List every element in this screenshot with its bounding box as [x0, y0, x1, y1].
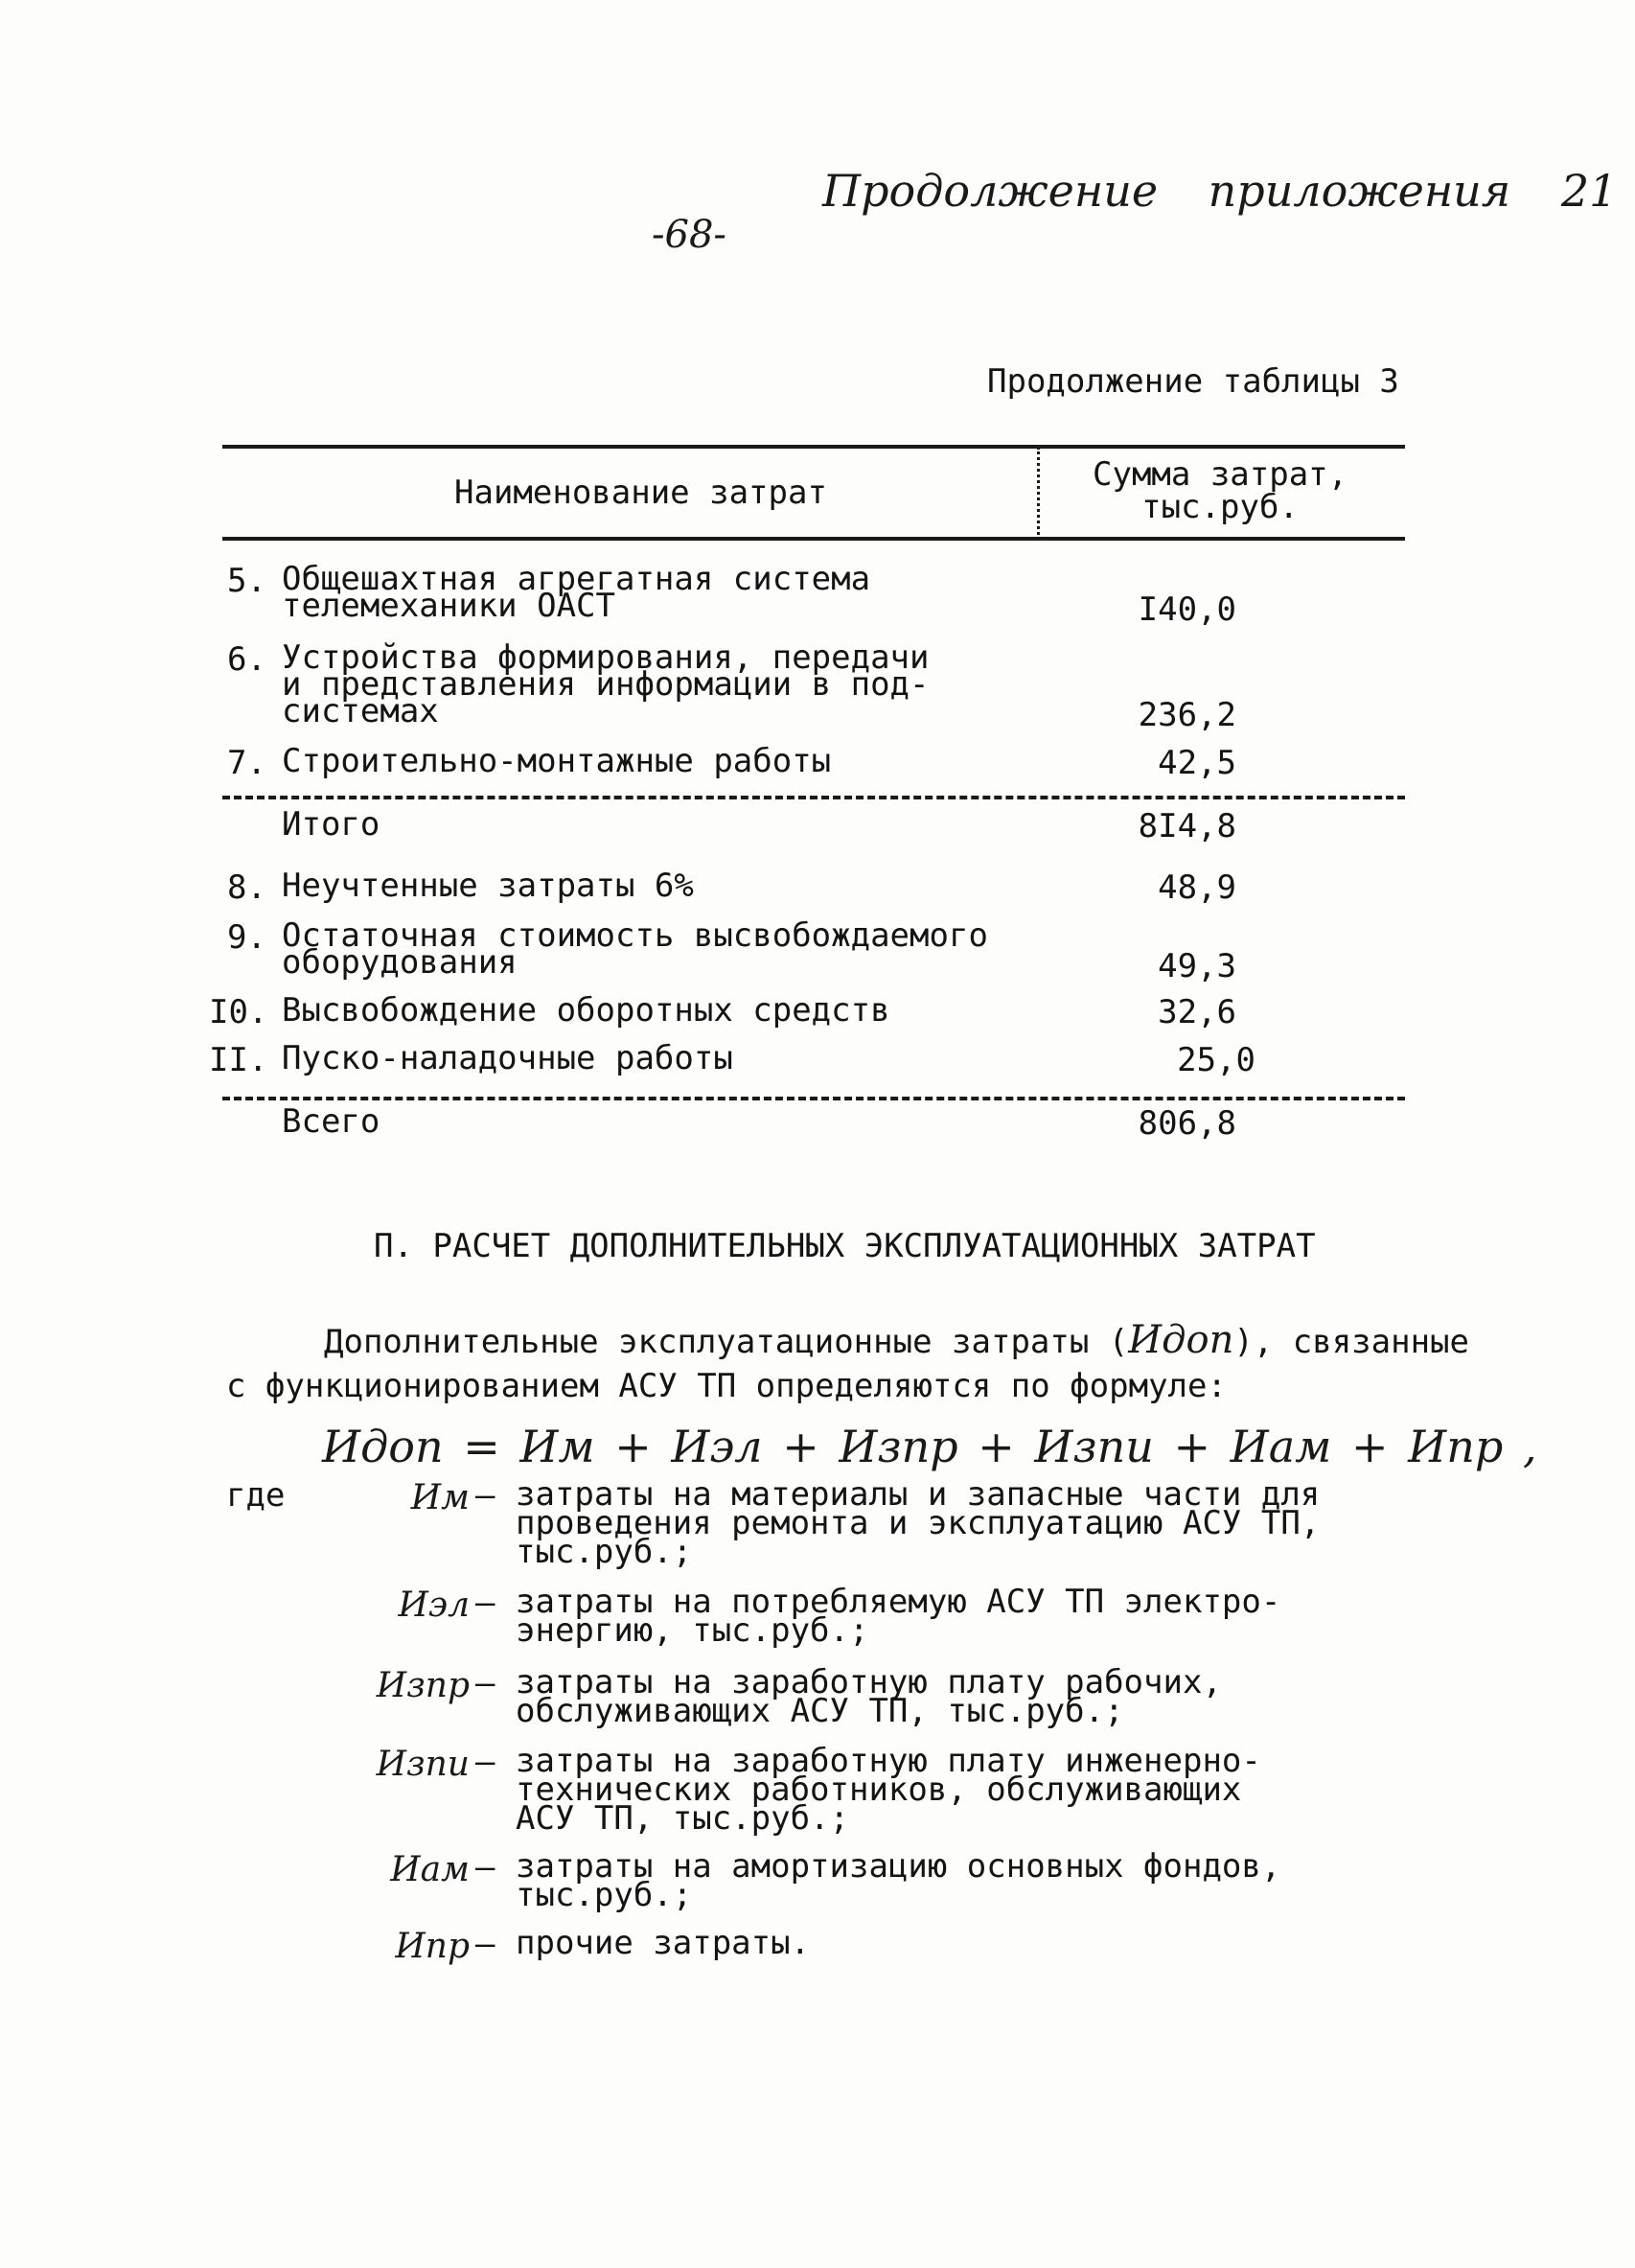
row-label: Общешахтная агрегатная система телемеханики ОАСТ — [282, 560, 871, 625]
row-number: 8. — [227, 868, 266, 907]
row-value: 236,2 — [1138, 696, 1236, 734]
intro-symbol: Идоп — [1128, 1318, 1234, 1362]
where-label: где — [226, 1476, 286, 1515]
definition-text: затраты на материалы и запасные части для проведения ремонта и эксплуатацию АСУ ТП, тыс.руб.; — [516, 1475, 1321, 1571]
definition-dash: – — [475, 1743, 495, 1781]
subtotal-value: 8I4,8 — [1138, 807, 1236, 845]
definition-text: затраты на заработную плату рабочих, обслуживающих АСУ ТП, тыс.руб.; — [516, 1663, 1222, 1730]
row-value: 25,0 — [1177, 1041, 1255, 1079]
definition-symbol: Изпи — [376, 1745, 470, 1784]
definition-symbol: Иэл — [398, 1585, 470, 1625]
section-title: П. РАСЧЕТ ДОПОЛНИТЕЛЬНЫХ ЭКСПЛУАТАЦИОННЫХ ЗАТРАТ — [374, 1227, 1316, 1265]
row-number: 9. — [227, 918, 266, 957]
definition-text: затраты на потребляемую АСУ ТП электро- энергию, тыс.руб.; — [516, 1583, 1281, 1650]
row-label: Строительно-монтажные работы — [282, 742, 832, 780]
dashed-separator — [222, 1097, 1405, 1100]
row-number: 6. — [227, 640, 266, 679]
table-caption: Продолжение таблицы 3 — [987, 362, 1399, 401]
row-number: 7. — [227, 744, 266, 782]
row-value: 42,5 — [1158, 744, 1236, 782]
definition-text: прочие затраты. — [516, 1924, 811, 1962]
intro-text-b: ), связанные — [1233, 1323, 1469, 1361]
row-label: Неучтенные затраты 6% — [282, 867, 694, 905]
definition-dash: – — [475, 1664, 495, 1702]
subtotal-label: Итого — [282, 805, 380, 844]
definition-text: затраты на заработную плату инженерно- технических работников, обслуживающих АСУ ТП, тыс.руб.; — [516, 1742, 1261, 1838]
page-number: -68- — [652, 213, 726, 257]
dashed-separator — [222, 796, 1405, 799]
definition-symbol: Ипр — [395, 1927, 470, 1966]
column-header-sum: Сумма затрат, тыс.руб. — [1093, 455, 1348, 526]
intro-paragraph-line-2: с функционированием АСУ ТП определяются по формуле: — [226, 1367, 1227, 1405]
definition-dash: – — [475, 1848, 495, 1886]
row-value: 49,3 — [1158, 947, 1236, 985]
intro-paragraph-line-1 — [324, 1318, 1469, 1362]
row-value: 32,6 — [1158, 993, 1236, 1031]
table-top-rule — [222, 445, 1405, 449]
row-number: II. — [209, 1041, 268, 1079]
row-label: Устройства формирования, передачи и представления информации в под- системах — [282, 638, 930, 730]
definition-symbol: Иам — [390, 1850, 470, 1889]
row-number: I0. — [209, 993, 268, 1031]
row-number: 5. — [227, 562, 266, 600]
total-label: Всего — [282, 1102, 380, 1141]
row-label: Высвобождение оборотных средств — [282, 991, 890, 1030]
formula: Идоп = Им + Иэл + Изпр + Изпи + Иам + Ипр , — [322, 1421, 1537, 1472]
appendix-continuation-note: Продолжение приложения 21 — [822, 165, 1618, 217]
total-value: 806,8 — [1138, 1104, 1236, 1143]
row-value: 48,9 — [1158, 868, 1236, 907]
definition-text: затраты на амортизацию основных фондов, тыс.руб.; — [516, 1847, 1281, 1914]
definition-symbol: Им — [410, 1478, 470, 1517]
row-value: I40,0 — [1138, 590, 1236, 629]
definition-dash: – — [475, 1476, 495, 1515]
table-header-rule — [222, 537, 1405, 541]
definition-dash: – — [475, 1925, 495, 1963]
column-header-name: Наименование затрат — [454, 474, 827, 512]
header-column-divider — [1037, 447, 1040, 535]
definition-dash: – — [475, 1584, 495, 1622]
intro-text-a: Дополнительные эксплуатационные затраты ( — [324, 1323, 1129, 1361]
row-label: Остаточная стоимость высвобождаемого оборудования — [282, 916, 988, 982]
definition-symbol: Изпр — [376, 1666, 470, 1705]
row-label: Пуско-наладочные работы — [282, 1039, 733, 1077]
